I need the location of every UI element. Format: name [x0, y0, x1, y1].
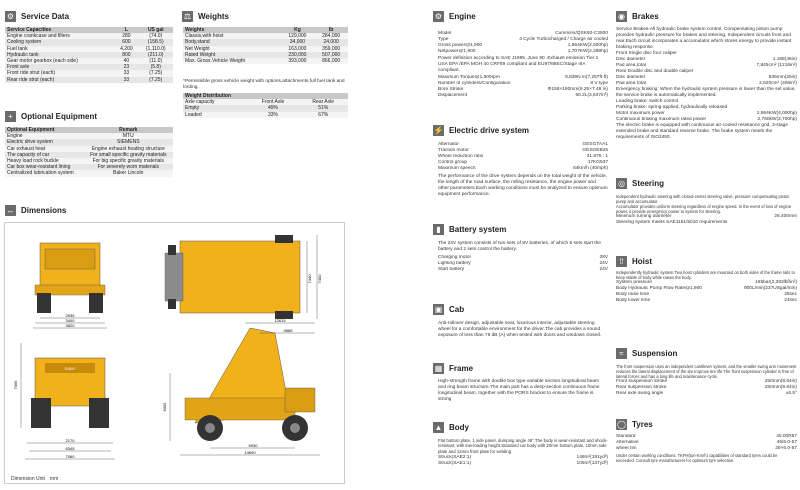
table-cell: (11.0): [138, 58, 173, 64]
table-cell: 49%: [247, 105, 298, 111]
table-cell: 40: [114, 58, 138, 64]
table-cell: Fuel tank: [5, 46, 114, 52]
spec-value: 250mm(9.84in): [764, 385, 797, 390]
dim-label: 2935: [65, 313, 75, 318]
table-cell: Front ride strut (each): [5, 70, 114, 76]
dim-label: 5930: [248, 443, 258, 448]
table-cell: Car box wear-resistant lining: [5, 164, 84, 170]
cab-text: Anti-rollover design, adjustable seat, luxurious interior, adjustable steering wheel for a comfortable environment for the driver.The cab provides a sound exposure of less than 78 dB (A) when tested with doors and windows closed.: [438, 321, 602, 338]
table-cell: Engine exhaust heating structure: [84, 146, 173, 152]
table-cell: Weights: [183, 27, 281, 33]
spec-label: Bore Stroke: [438, 87, 464, 92]
hoist-specs: [616, 270, 797, 304]
table-cell: (74.0): [138, 33, 173, 39]
spec-value: 28V: [599, 255, 608, 260]
suspension-header: ≈ Suspension: [616, 347, 677, 360]
dim-label: 14690: [244, 450, 256, 455]
spec-value: 24V: [599, 267, 608, 272]
electric-drive-note: The performance of the drive system depends on the total weight of the vehicle, the length of the road surface, the rolling resistance, the engine power and other parameters.Each working conditions must be analyzed to ensure optimum equipment performance.: [438, 174, 608, 197]
table-cell: 129,000: [281, 33, 315, 39]
tyres-text: Under certain working conditions, TKPH(ton-Km/h) capabilities of standard tyres could be exceeded. Consult tyre manufacturers for optimum tyre selection.: [616, 453, 778, 463]
table-cell: 51%: [299, 105, 348, 111]
optional-equipment-header: + Optional Equipment: [5, 110, 97, 123]
spec-row: [438, 93, 608, 99]
spec-label: Body Hydraulic Pump Flow Rate@1,900: [616, 286, 702, 291]
spec-value: 105m³(137yd³): [576, 460, 608, 466]
spec-row: [438, 267, 608, 273]
truck-rear-view: [13, 343, 115, 459]
brakes-text: Service Brakes-All hydraulic brake system control. Compensating piston pump provides hydraulic pressure for brakes and steering. Independent circuits front and rear.Each circuit incorporates a accumulator which stores energy to provide instant braking response.: [616, 27, 792, 50]
steering-text: Independent hydraulic steering with closed-center steering valve, pressure compensating piston pump and accumulator.: [616, 194, 790, 204]
table-cell: Car exhaust heat: [5, 146, 84, 152]
spec-value: 64km/h (40mph): [573, 166, 608, 171]
hoist-header: ⇧ Hoist: [616, 255, 652, 268]
dimensions-header: ↔ Dimensions: [6, 206, 67, 215]
spec-label: Front suspension stroke: [616, 379, 668, 384]
cab-header: ▣ Cab: [434, 305, 465, 314]
table-cell: 33%: [247, 112, 298, 118]
spec-label: Body lower time: [616, 298, 651, 303]
spec-value: 900L/min(237USgal/min): [743, 286, 797, 291]
battery-specs: [438, 241, 608, 273]
body-specs: [438, 438, 608, 467]
brakes-front-label: Front Single disc four caliper: [616, 51, 677, 56]
spec-label: System pressure: [616, 280, 652, 285]
spec-value: 1,707KW(2,288hp): [567, 49, 608, 54]
table-cell: 393,000: [281, 58, 315, 64]
frame-header: ▦ Frame: [434, 364, 474, 373]
engine-emission-note: Power definition according to SAE J1995 ,June 90 .Exhaust emission Tier 1 USA EPA /EPA MOH 40 CRF89 compliant and EU97/68EC/Stage IIIA compliant.: [438, 56, 599, 73]
spring-icon: ≈: [616, 348, 627, 359]
spec-label: Pad area total: [616, 81, 646, 86]
brakes-emergency: Emergency braking: When the hydraulic system pressure is lower than the set value, the service brake is automatically implemented.: [616, 87, 796, 98]
bolt-icon: ⚡: [433, 126, 444, 135]
spec-label: Pad area,total: [616, 63, 646, 68]
spec-row: [616, 446, 797, 452]
spec-value: 250mm(9.84in): [764, 379, 797, 384]
table-cell: 67%: [299, 112, 348, 118]
spec-value: 60.2L(3,647in³): [575, 93, 608, 98]
table-cell: Empty: [183, 105, 247, 111]
spec-label: Maximum speech: [438, 166, 476, 171]
body-header: ▲ Body: [434, 423, 469, 432]
spec-row: [616, 298, 797, 304]
battery-header: ▮ Battery system: [433, 223, 506, 236]
tyres-header: ◯ Tyres: [617, 420, 653, 429]
table-cell: Hydraulic tank: [5, 52, 114, 58]
table-cell: (158.5): [138, 39, 173, 45]
sany-logo: SANY: [64, 366, 76, 371]
hoist-text: Independently hydraulic system.Two hoist cylinders are mounted on both sides of the frame rails to keep stable of body while raises the body.: [616, 270, 795, 280]
spec-value: 165bar(2,393lbf/in²): [755, 280, 797, 285]
spec-value: 17KG537: [587, 160, 608, 165]
dim-label: 12615: [274, 318, 286, 323]
table-row: [5, 170, 173, 176]
spec-value: 24sec: [784, 298, 797, 303]
spec-value: Φ159×190mm(6.25×7.48 in): [547, 87, 608, 92]
plus-icon: +: [5, 111, 16, 122]
electric-drive-specs: [438, 142, 608, 198]
spec-label: Alternative: [616, 440, 639, 445]
spec-value: 635mm(25in): [768, 75, 797, 80]
battery-icon: ▮: [433, 224, 444, 235]
engine-icon: ⚙: [434, 12, 443, 21]
spec-value: GESGEB25: [582, 148, 608, 153]
spec-label: Motor maximum power: [616, 111, 665, 116]
spec-row: [438, 49, 608, 55]
truck-icon: ▲: [434, 423, 443, 432]
spec-label: Body raise time: [616, 292, 650, 297]
body-text: Flat bottom plate, 1 side panel, dumping angle 48°.The body is wear-resistant and shock-resistant, with low-loading height.Standard car body with 20mm bottom plate, 10mm side plate and 12mm front plate for welding: [438, 438, 608, 454]
table-cell: For small specific gravity materials: [84, 152, 173, 158]
dim-label: 6345: [65, 446, 75, 451]
table-cell: Engine: [5, 133, 84, 139]
spec-row: [616, 391, 797, 397]
suspension-text: The front suspension uses an independent cantilever system, and the smaller swing arm movement reduces the lateral displacement of the tire Improve tire life.The front suspension cylinder is free of lateral forces and has a long life and maintenance cycle.: [616, 364, 797, 379]
table-cell: 800: [114, 52, 138, 58]
truck-top-view: [165, 235, 322, 319]
truck-side-view: [162, 318, 320, 455]
spec-value: 40.00R57: [776, 434, 797, 439]
spec-label: Start battery: [438, 267, 465, 272]
table-cell: Rear ride strut (each): [5, 77, 114, 83]
table-cell: For big specific gravity materials: [84, 158, 173, 164]
spec-value: 8 V type: [590, 81, 608, 86]
service-data-table: [5, 27, 173, 83]
frame-icon: ▦: [434, 364, 443, 373]
table-cell: L: [114, 27, 138, 33]
optional-equipment-table: [5, 127, 173, 177]
steering-text-2: Accumulator provides uniform steering regardless of engine speed. In the event of loss of engine power, it provide emergency power to system for steering.: [616, 204, 791, 214]
dim-label: 7065: [13, 380, 18, 390]
table-cell: lb: [314, 27, 348, 33]
suspension-specs: [616, 364, 797, 397]
weight-distribution-table: [183, 93, 348, 118]
weight-icon: ⚖: [183, 12, 192, 21]
table-cell: 34,000: [281, 39, 315, 45]
spec-value: 8,839N.m(7,257ft-ft): [565, 75, 608, 80]
table-row: [5, 77, 173, 83]
weights-note: *Permissible gross vehicle weight with options,attachments,full fuel tank and lording.: [183, 79, 345, 90]
spec-label: wheel rim: [616, 446, 637, 451]
dim-label: 7400: [317, 274, 322, 284]
steering-wheel-icon: ◎: [616, 178, 627, 189]
table-cell: 359,000: [314, 46, 348, 52]
table-cell: Rear Axle: [299, 99, 348, 105]
spec-row: [438, 166, 608, 172]
spec-label: Rear axle swing angle: [616, 391, 664, 396]
table-cell: Front Axle: [247, 99, 298, 105]
table-cell: Baker Lincoln: [84, 170, 173, 176]
spec-label: Model: [438, 31, 452, 36]
dim-label: 3820: [65, 323, 75, 328]
tyres-specs: [616, 434, 797, 463]
service-data-header: ⚙ Service Data: [6, 12, 70, 21]
steering-header: ◎ Steering: [618, 179, 665, 188]
spec-value: GESGTAA1: [582, 142, 608, 147]
truck-front-view: [33, 243, 107, 328]
table-cell: (7.25): [138, 70, 173, 76]
spec-label: Wheel reduction ratio: [438, 154, 484, 159]
spec-value: 7,845cm² (1216in²): [756, 63, 797, 68]
table-cell: Rated Weight: [183, 52, 281, 58]
spec-value: 2,760kW(3,700hp): [757, 117, 797, 122]
electric-drive-header: ⚡ Electric drive system: [433, 126, 530, 135]
spec-value: ±5.5°: [785, 391, 797, 396]
table-cell: Axle capacity: [183, 99, 247, 105]
spec-value: 4 Cycle Turbocharged / Charge air cooled: [519, 37, 608, 42]
engine-specs: [438, 31, 608, 99]
frame-text: High-strength frame with double box type variable section longitudinal beam and ring beam structure.The main part has a deep-section continuous frame longitudinal beam, together with the PORS bracket to ensure the frame is strong: [438, 379, 600, 402]
spec-label: Maximum Torque@1,500rpm: [438, 75, 500, 80]
table-cell: 24,000: [314, 39, 348, 45]
ruler-icon: ↔: [6, 206, 15, 215]
table-cell: 280: [114, 33, 138, 39]
spec-label: Disc diameter: [616, 57, 646, 62]
spec-value: 1,864KW(2,500hp): [567, 43, 608, 48]
brakes-specs: [616, 27, 797, 141]
brake-icon: ◉: [616, 11, 627, 22]
cab-icon: ▣: [434, 305, 443, 314]
weights-header: ⚖ Weights: [183, 12, 229, 21]
wrench-icon: ⚙: [6, 12, 15, 21]
table-cell: 284,000: [314, 33, 348, 39]
table-cell: Service Capacities: [5, 27, 114, 33]
dim-label: 6005: [162, 402, 167, 412]
brakes-header: ◉ Brakes: [618, 12, 659, 21]
table-row: [183, 112, 348, 118]
truck-drawings: [5, 223, 346, 485]
table-cell: US gal: [138, 27, 173, 33]
table-cell: Remark: [84, 127, 173, 133]
table-cell: 866,000: [314, 58, 348, 64]
table-cell: Body,stand: [183, 39, 281, 45]
table-cell: Classis,with hoist: [183, 33, 281, 39]
table-cell: (5.8): [138, 64, 173, 70]
table-cell: 33: [114, 77, 138, 83]
spec-label: Minimum turning diameter: [616, 214, 672, 219]
table-cell: Heavy load rock buckle: [5, 158, 84, 164]
table-cell: Weight Distribution: [183, 93, 348, 99]
spec-label: Gross power@1,900: [438, 43, 483, 48]
table-cell: Max. Gross Vehicle Weight: [183, 58, 281, 64]
dim-label: 7440: [307, 274, 312, 284]
spec-label: Number of cylinders/Configuration: [438, 81, 511, 86]
spec-label: Charging motor: [438, 255, 472, 260]
table-cell: Cooling system: [5, 39, 114, 45]
table-cell: 4,200: [114, 46, 138, 52]
spec-value: 28,400mm: [774, 214, 797, 219]
battery-note: The 24V system consists of two sets of 8V batteries, of which 6 sets start the battery and 2 sets control the battery.: [438, 241, 601, 252]
table-cell: For severely worn materials: [84, 164, 173, 170]
brakes-rear-label: Rear Double disc and double caliper: [616, 69, 694, 74]
spec-label: Lighting battery: [438, 261, 471, 266]
dimensions-drawing: [4, 222, 345, 484]
spec-value: 46/6.0-57: [776, 440, 797, 445]
dimension-unit-label: Dimension Unit mm: [11, 476, 59, 482]
dim-label: 3400: [65, 318, 75, 323]
spec-label: Netpower@1,900: [438, 49, 476, 54]
table-cell: Engine crankcase and filters: [5, 33, 114, 39]
spec-label: Alternator: [438, 142, 459, 147]
spec-value: 24V: [599, 261, 608, 266]
table-cell: 507,000: [314, 52, 348, 58]
table-cell: (7.25): [138, 77, 173, 83]
spec-label: Traction motor: [438, 148, 469, 153]
spec-value: 25sec: [784, 292, 797, 297]
steering-specs: [616, 194, 797, 226]
spec-value: 31.875 : 1: [586, 154, 608, 159]
table-cell: Optional Equipment: [5, 127, 84, 133]
spec-value: Cummins/QSK60-C2500: [555, 31, 608, 36]
spec-label: Control group: [438, 160, 468, 165]
spec-label: Disc diameter: [616, 75, 646, 80]
spec-label: Displacement: [438, 93, 468, 98]
table-cell: 23: [114, 64, 138, 70]
table-cell: (211.0): [138, 52, 173, 58]
dim-label: 2170: [65, 438, 75, 443]
table-cell: SIEMENS: [84, 139, 173, 145]
table-cell: Net Weight: [183, 46, 281, 52]
hoist-icon: ⇧: [616, 256, 627, 267]
table-cell: Loaded: [183, 112, 247, 118]
engine-header: ⚙ Engine: [434, 12, 476, 21]
table-cell: Kg: [281, 27, 315, 33]
spec-value: 29×6.0-57: [775, 446, 797, 451]
table-cell: Gear motor gearbox (each side): [5, 58, 114, 64]
spec-label: Struck(SAE1:1): [438, 460, 472, 466]
table-cell: (1,110.0): [138, 46, 173, 52]
spec-label: Type: [438, 37, 449, 42]
spec-value: 1,168(46in): [772, 57, 797, 62]
brakes-tail: The electric brake is equipped with continuous air-cooled resistance grid, 3-stage extended brake and standard reverse brake. The brake system meets the requirements of ISO3450.: [616, 123, 788, 140]
table-cell: The capacity of car: [5, 152, 84, 158]
spec-label: Struck(SAE2:1): [438, 454, 472, 460]
dim-label: 9565: [283, 328, 293, 333]
table-cell: 230,000: [281, 52, 315, 58]
spec-value: 2,620cm² (406in²): [759, 81, 797, 86]
steering-standard: Steering system meets SAE1151/5010 requirements: [616, 220, 728, 225]
spec-label: Continuous braking maximum rated power: [616, 117, 707, 122]
weights-table: [183, 27, 348, 64]
table-cell: Electric drive system: [5, 139, 84, 145]
dim-label: 7060: [65, 454, 75, 459]
table-cell: 163,000: [281, 46, 315, 52]
table-row: [183, 58, 348, 64]
spec-row: [438, 461, 608, 467]
brakes-parking: Parking brake: spring-applied, hydraulically released: [616, 105, 728, 110]
spec-label: Standard: [616, 434, 636, 439]
table-cell: 600: [114, 39, 138, 45]
spec-value: 2,984KW(4,000hp): [756, 111, 797, 116]
spec-label: Rear suspension stroke: [616, 385, 667, 390]
table-cell: Centralized lubrication system: [5, 170, 84, 176]
table-cell: Front axle: [5, 64, 114, 70]
table-cell: 33: [114, 70, 138, 76]
brakes-loading: Loading brake: switch control: [616, 99, 679, 104]
spec-value: 148m³(191yd³): [576, 454, 608, 460]
tyre-icon: ◯: [617, 420, 626, 429]
table-cell: MTU: [84, 133, 173, 139]
